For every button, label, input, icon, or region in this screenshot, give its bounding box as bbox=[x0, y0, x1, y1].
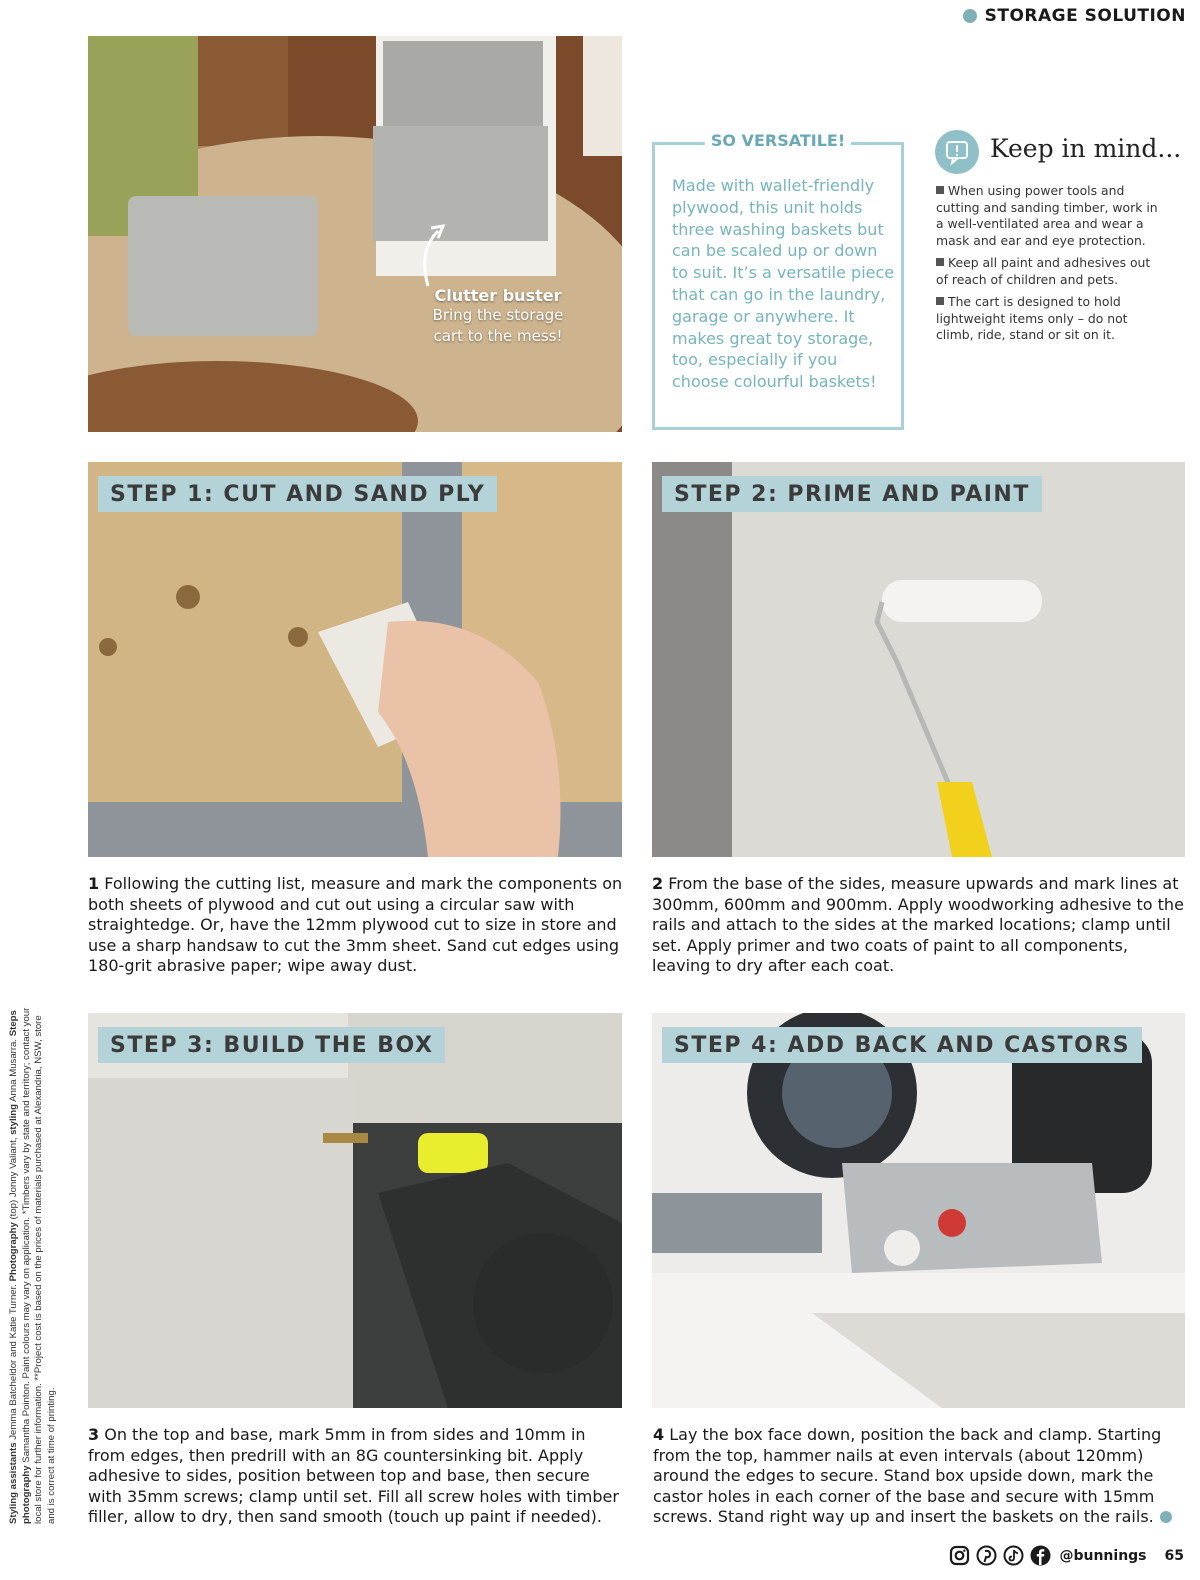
step-number: 2 bbox=[652, 874, 664, 893]
step-number: 3 bbox=[88, 1425, 100, 1444]
section-dot bbox=[963, 9, 977, 23]
step-2-text bbox=[652, 874, 1187, 977]
hero-photo bbox=[88, 36, 622, 432]
credit-heading: Styling assistants bbox=[8, 1442, 19, 1524]
step-3-photo bbox=[88, 1013, 622, 1408]
list-item-text: The cart is designed to hold lightweight items only – do not climb, ride, stand or sit on it. bbox=[936, 294, 1128, 342]
pinterest-icon[interactable] bbox=[976, 1545, 997, 1566]
step-number: 1 bbox=[88, 874, 100, 893]
step-body: Following the cutting list, measure and mark the components on both sheets of plywood and cut out using a circular saw with straightedge. Or, have the 12mm plywood cut to size in store and use a sharp handsaw to cut the 3mm sheet. Sand cut edges using 180-grit abrasive paper; wipe away dust. bbox=[88, 874, 623, 975]
step-number: 4 bbox=[653, 1425, 665, 1444]
credit-text: (top) Jonny Valiant, bbox=[8, 1134, 19, 1223]
facebook-icon[interactable] bbox=[1030, 1545, 1051, 1566]
tiktok-icon[interactable] bbox=[1003, 1545, 1024, 1566]
list-item bbox=[936, 294, 1166, 344]
step-body: Lay the box face down, position the back and clamp. Starting from the top, hammer nails at even intervals (about 120mm) around the edges to secure. Stand box upside down, mark the castor holes in each corner of the base and secure with 15mm screws. Stand right way up and insert the baskets on the rails. bbox=[653, 1425, 1162, 1526]
square-bullet-icon bbox=[936, 258, 944, 266]
step-2-photo bbox=[652, 462, 1185, 857]
square-bullet-icon bbox=[936, 186, 944, 194]
end-mark-icon bbox=[1160, 1511, 1172, 1523]
hero-caption-line: cart to the mess! bbox=[433, 327, 563, 345]
step-3-text bbox=[88, 1425, 626, 1528]
list-item-text: Keep all paint and adhesives out of reach of children and pets. bbox=[936, 255, 1151, 287]
footer bbox=[949, 1545, 1184, 1566]
credit-text: Jemma Batcheldor and Katie Turner. bbox=[8, 1281, 19, 1443]
hero-caption-line: Bring the storage bbox=[432, 306, 564, 324]
social-handle: @bunnings bbox=[1059, 1547, 1147, 1564]
credit-heading: Steps photography bbox=[8, 1010, 32, 1524]
step-1-text bbox=[88, 874, 626, 977]
credit-heading: styling bbox=[8, 1104, 19, 1135]
hero-caption bbox=[418, 286, 578, 347]
step-body: On the top and base, mark 5mm in from sides and 10mm in from edges, then predrill with an 8G countersinking bit. Apply adhesive to sides, position between top and base, then secure with 35mm screws; clamp until set. Fill all screw holes with timber filler, allow to dry, then sand smooth (touch up paint if needed). bbox=[88, 1425, 619, 1526]
so-versatile-box bbox=[652, 131, 904, 430]
section-title: STORAGE SOLUTION bbox=[984, 6, 1186, 26]
instagram-icon[interactable] bbox=[949, 1545, 970, 1566]
so-versatile-title: SO VERSATILE! bbox=[705, 131, 851, 150]
credit-heading: Photography bbox=[8, 1222, 19, 1282]
list-item-text: When using power tools and cutting and sanding timber, work in a well-ventilated area and wear a mask and ear and eye protection. bbox=[936, 183, 1158, 248]
step-1-label: STEP 1: CUT AND SAND PLY bbox=[98, 476, 497, 512]
square-bullet-icon bbox=[936, 297, 944, 305]
keep-in-mind-title: Keep in mind... bbox=[990, 134, 1182, 163]
credit-text: Samantha Pointon. Paint colours may vary on application. *Timbers vary by state and territory; contact your local store for further information. **Project cost is based on the prices of materials purchased at Alexandria, NSW, store and is correct at time of printing. bbox=[20, 1007, 57, 1524]
page-number: 65 bbox=[1164, 1547, 1184, 1564]
step-4-photo bbox=[652, 1013, 1185, 1408]
photo-credits bbox=[8, 1004, 58, 1524]
so-versatile-body: Made with wallet-friendly plywood, this unit holds three washing baskets but can be scaled up or down to suit. It’s a versatile piece that can go in the laundry, garage or anywhere. It makes great toy storage, too, especially if you choose colourful baskets! bbox=[672, 176, 895, 392]
list-item bbox=[936, 183, 1166, 249]
step-body: From the base of the sides, measure upwards and mark lines at 300mm, 600mm and 900mm. Apply woodworking adhesive to the rails and attach to the sides at the marked locations; clamp until set. Apply primer and two coats of paint to all components, leaving to dry after each coat. bbox=[652, 874, 1184, 975]
list-item bbox=[936, 255, 1166, 288]
section-tag bbox=[963, 6, 1186, 26]
speech-bubble-icon bbox=[935, 130, 979, 174]
step-2-label: STEP 2: PRIME AND PAINT bbox=[662, 476, 1042, 512]
credit-text: Anna Musarra. bbox=[8, 1036, 19, 1104]
step-4-label: STEP 4: ADD BACK AND CASTORS bbox=[662, 1027, 1142, 1063]
hero-caption-title: Clutter buster bbox=[434, 286, 562, 305]
keep-in-mind-list bbox=[936, 183, 1166, 350]
step-4-text bbox=[653, 1425, 1188, 1528]
step-1-photo bbox=[88, 462, 622, 857]
step-3-label: STEP 3: BUILD THE BOX bbox=[98, 1027, 445, 1063]
